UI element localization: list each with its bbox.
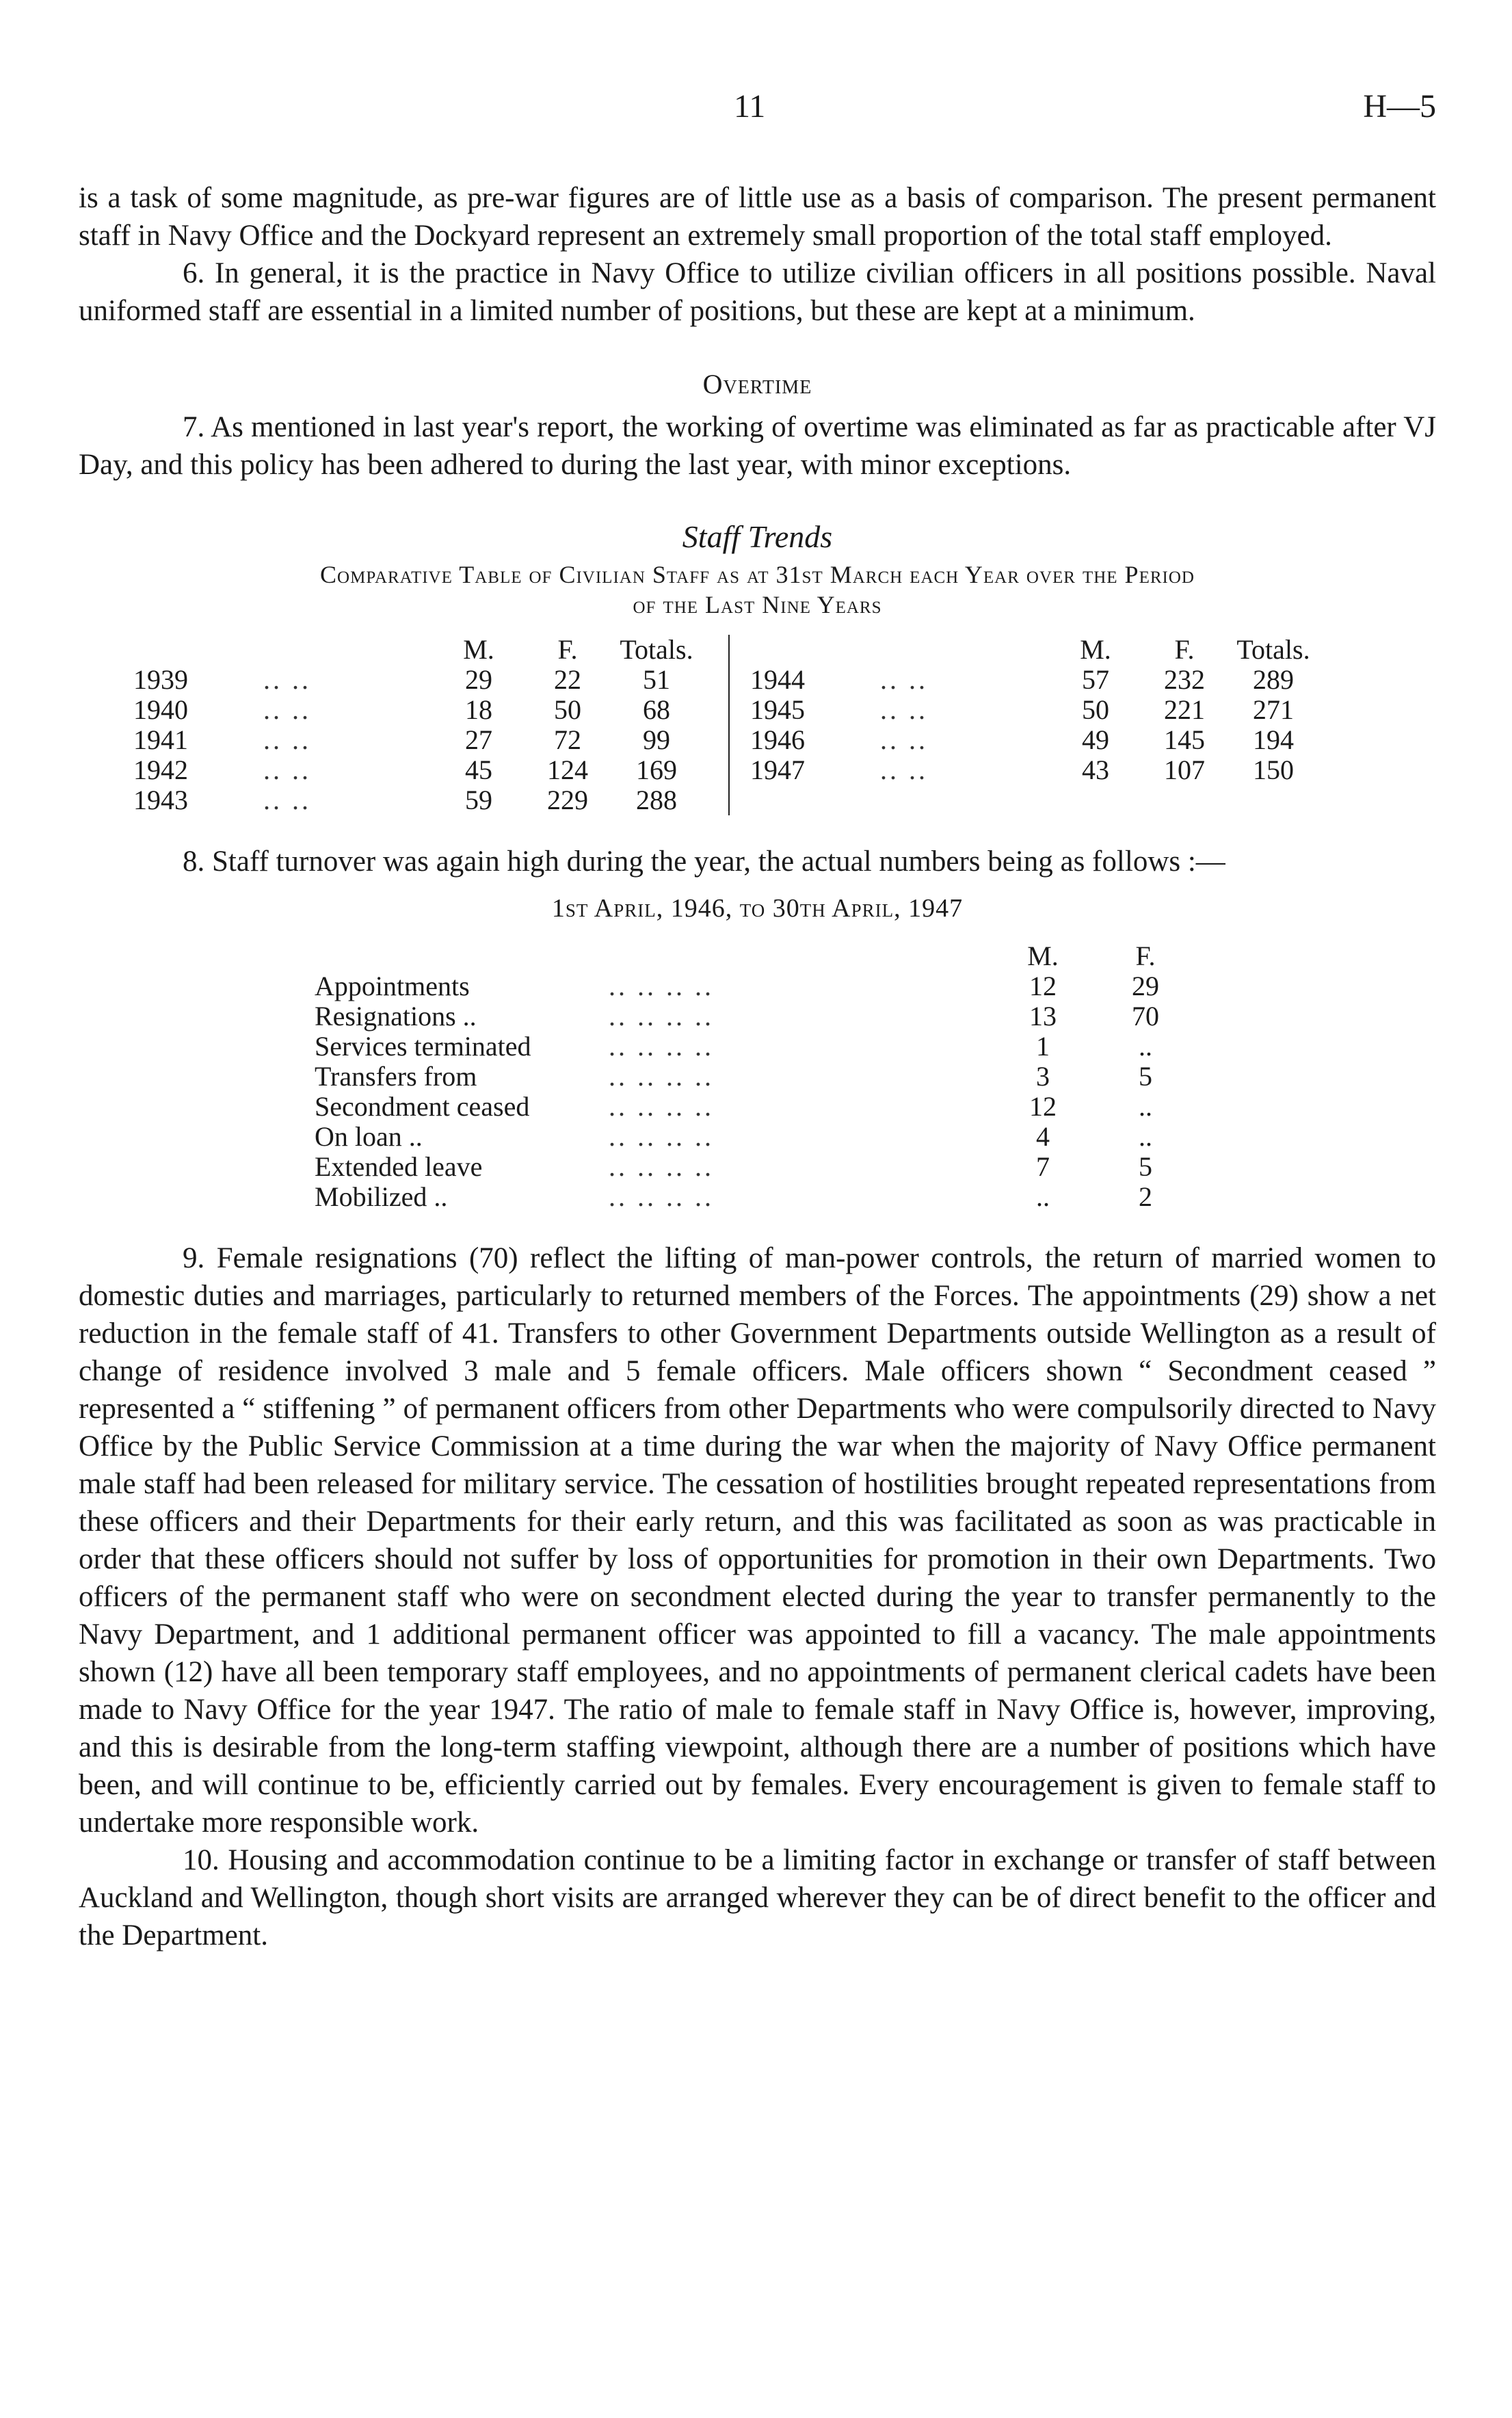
- table-row: 1940 .. .. 18 50 68 1945 .. .. 50 221 271: [133, 694, 1294, 725]
- col-header-m: M.: [1080, 634, 1111, 665]
- table-row: Mobilized .. .. .. .. .. .. 2: [315, 1181, 1152, 1212]
- staff-table-title: Comparative Table of Civilian Staff as at 31st March each Year over the Period: [320, 561, 1195, 588]
- staff-trends-table: [133, 635, 1318, 815]
- table-row: 1943 .. .. 59 229 288: [133, 785, 1318, 815]
- table-row: 1941 .. .. 27 72 99 1946 .. .. 49 145 194: [133, 724, 1294, 755]
- paragraph-10: 10. Housing and accommodation continue to be a limiting factor in exchange or transfer of staff between Auckland and Wellington, though short visits are arranged wherever they can be of direct benefit to the officer and the Department.: [79, 1844, 1436, 1952]
- turnover-title: 1st April, 1946, to 30th April, 1947: [551, 894, 964, 923]
- paragraph-6: 6. In general, it is the practice in Navy Office to utilize civilian officers in all positions possible. Naval uniformed staff are essential in a limited number of positions, but these are kept at a minimum.: [79, 257, 1436, 327]
- overtime-heading: Overtime: [702, 369, 812, 399]
- staff-table-subtitle: of the Last Nine Years: [633, 591, 882, 618]
- table-row: 1942 .. .. 45 124 169 1947 .. .. 43 107 150: [133, 754, 1294, 785]
- paragraph-7: 7. As mentioned in last year's report, the working of overtime was eliminated as far as practicable after VJ Day, and this policy has been adhered to during the last year, with minor exceptions.: [79, 411, 1436, 481]
- table-row: Secondment ceased .. .. .. .. 12 ..: [315, 1091, 1152, 1122]
- table-row: Resignations .. .. .. .. .. 13 70: [315, 1001, 1159, 1031]
- paragraph-continued: is a task of some magnitude, as pre-war figures are of little use as a basis of comparison. The present permanent staff in Navy Office and the Dockyard represent an extremely small proportion of the total staff employed.: [79, 182, 1436, 252]
- table-row: Services terminated .. .. .. .. 1 ..: [315, 1031, 1152, 1062]
- col-header-m: M.: [463, 634, 494, 665]
- staff-trends-heading: Staff Trends: [682, 519, 833, 554]
- page-body: [79, 179, 1436, 1954]
- col-header-totals: Totals.: [620, 634, 693, 665]
- table-row: Extended leave .. .. .. .. 7 5: [315, 1151, 1152, 1182]
- document-page: [79, 0, 1436, 2418]
- table-row: Appointments .. .. .. .. 12 29: [315, 971, 1159, 1001]
- paragraph-8: 8. Staff turnover was again high during the year, the actual numbers being as follows :—: [183, 845, 1225, 878]
- table-row: 1939 .. .. 29 22 51 1944 .. .. 57 232 289: [133, 664, 1294, 695]
- page-number: 11: [734, 88, 766, 124]
- col-header-totals: Totals.: [1236, 634, 1310, 665]
- col-header-f: F.: [1135, 941, 1156, 971]
- table-row: On loan .. .. .. .. .. 4 ..: [315, 1121, 1152, 1152]
- turnover-table: [315, 941, 1197, 1212]
- paragraph-9: 9. Female resignations (70) reflect the lifting of man-power controls, the return of married women to domestic duties and marriages, particularly to returned members of the Forces. The appointments (29) show a net reduction in the female staff of 41. Transfers to other Government Departments outside Wellington as a result of change of residence involved 3 male and 5 female officers. Male officers shown “ Secondment ceased ” represented a “ stiffening ” of permanent officers from other Departments who were compulsorily directed to Navy Office by the Public Service Commission at a time during the war when the majority of Navy Office permanent male staff had been released for military service. The cessation of hostilities brought repeated representations from these officers and their Departments for their early return, and this was facilitated as soon as was practicable in order that these officers should not suffer by loss of opportunities for promotion in their own Departments. Two officers of the permanent staff who were on secondment elected during the year to transfer permanently to the Navy Department, and 1 additional permanent officer was appointed to fill a vacancy. The male appointments shown (12) have all been temporary staff employees, and no appointments of permanent clerical cadets have been made to Navy Office for the year 1947. The ratio of male to female staff in Navy Office is, however, improving, and this is desirable from the long-term staffing viewpoint, although there are a number of positions which have been, and will continue to be, efficiently carried out by females. Every encouragement is given to female staff to undertake more responsible work.: [79, 1242, 1436, 1839]
- table-header-row: [133, 635, 1318, 665]
- document-reference: H—5: [1363, 88, 1436, 124]
- col-header-f: F.: [557, 634, 578, 665]
- table-row: Transfers from .. .. .. .. 3 5: [315, 1061, 1152, 1092]
- table-header-row: [315, 941, 1197, 971]
- col-header-f: F.: [1174, 634, 1195, 665]
- col-header-m: M.: [1027, 941, 1059, 971]
